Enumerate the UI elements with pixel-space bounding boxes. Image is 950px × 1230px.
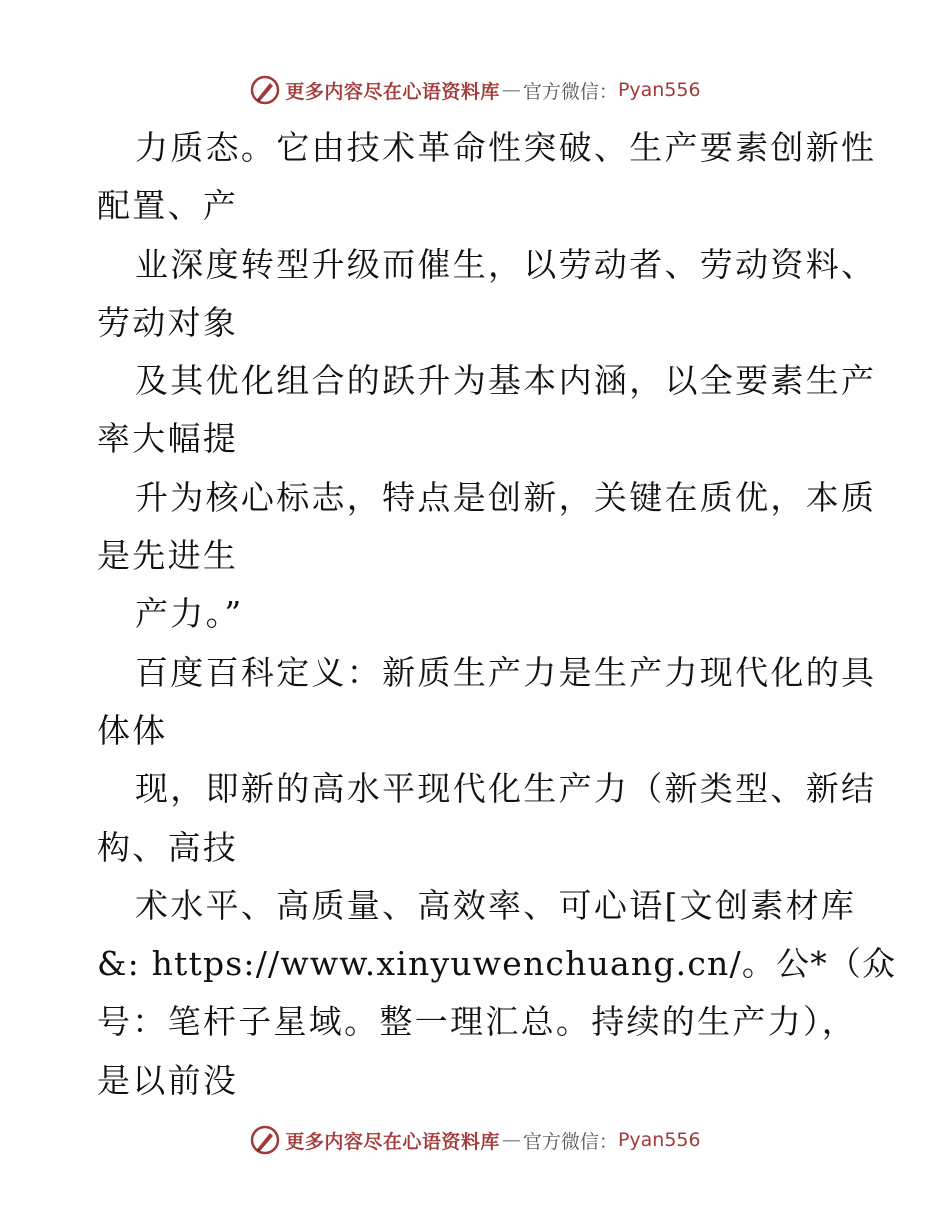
watermark-wechat-label: 官方微信： <box>522 80 618 103</box>
watermark-dash: — <box>501 79 521 101</box>
text-line: 业深度转型升级而催生，以劳动者、劳动资料、 <box>135 244 877 284</box>
footer-watermark <box>0 1120 950 1160</box>
header-watermark <box>0 70 950 110</box>
text-line: 构、高技 <box>97 827 239 867</box>
watermark-wechat-id: Pyan556 <box>617 1129 701 1151</box>
text-line: 配置、产 <box>97 186 239 226</box>
text-line: 术水平、高质量、高效率、可心语[文创素材库 <box>135 885 857 925</box>
text-line: 率大幅提 <box>97 419 239 459</box>
watermark-brand: 更多内容尽在心语资料库 <box>285 80 500 103</box>
text-line: 是先进生 <box>97 536 239 576</box>
text-line: 产力。” <box>135 594 244 634</box>
text-line: 力质态。它由技术革命性突破、生产要素创新性 <box>135 128 877 167</box>
pen-logo-icon <box>249 74 281 106</box>
watermark-dash: — <box>501 1129 521 1151</box>
pen-logo-icon <box>249 1124 281 1156</box>
text-line: 是以前没 <box>97 1060 239 1100</box>
text-line: 升为核心标志，特点是创新，关键在质优，本质 <box>135 477 877 517</box>
text-line: 号：笔杆子星域。整一理汇总。持续的生产力）， <box>97 1002 858 1042</box>
watermark-wechat-id: Pyan556 <box>617 79 701 101</box>
watermark-brand: 更多内容尽在心语资料库 <box>285 1130 500 1153</box>
text-line: 百度百科定义：新质生产力是生产力现代化的具 <box>135 652 877 692</box>
text-line: 劳动对象 <box>97 302 239 342</box>
text-line-url: &: https://www.xinyuwenchuang.cn/。公*（众 <box>97 944 897 984</box>
text-line: 体体 <box>97 710 168 750</box>
text-line: 现，即新的高水平现代化生产力（新类型、新结 <box>135 769 877 809</box>
watermark-wechat-label: 官方微信： <box>522 1130 618 1153</box>
text-line: 及其优化组合的跃升为基本内涵，以全要素生产 <box>135 361 877 401</box>
document-body <box>97 119 897 1110</box>
